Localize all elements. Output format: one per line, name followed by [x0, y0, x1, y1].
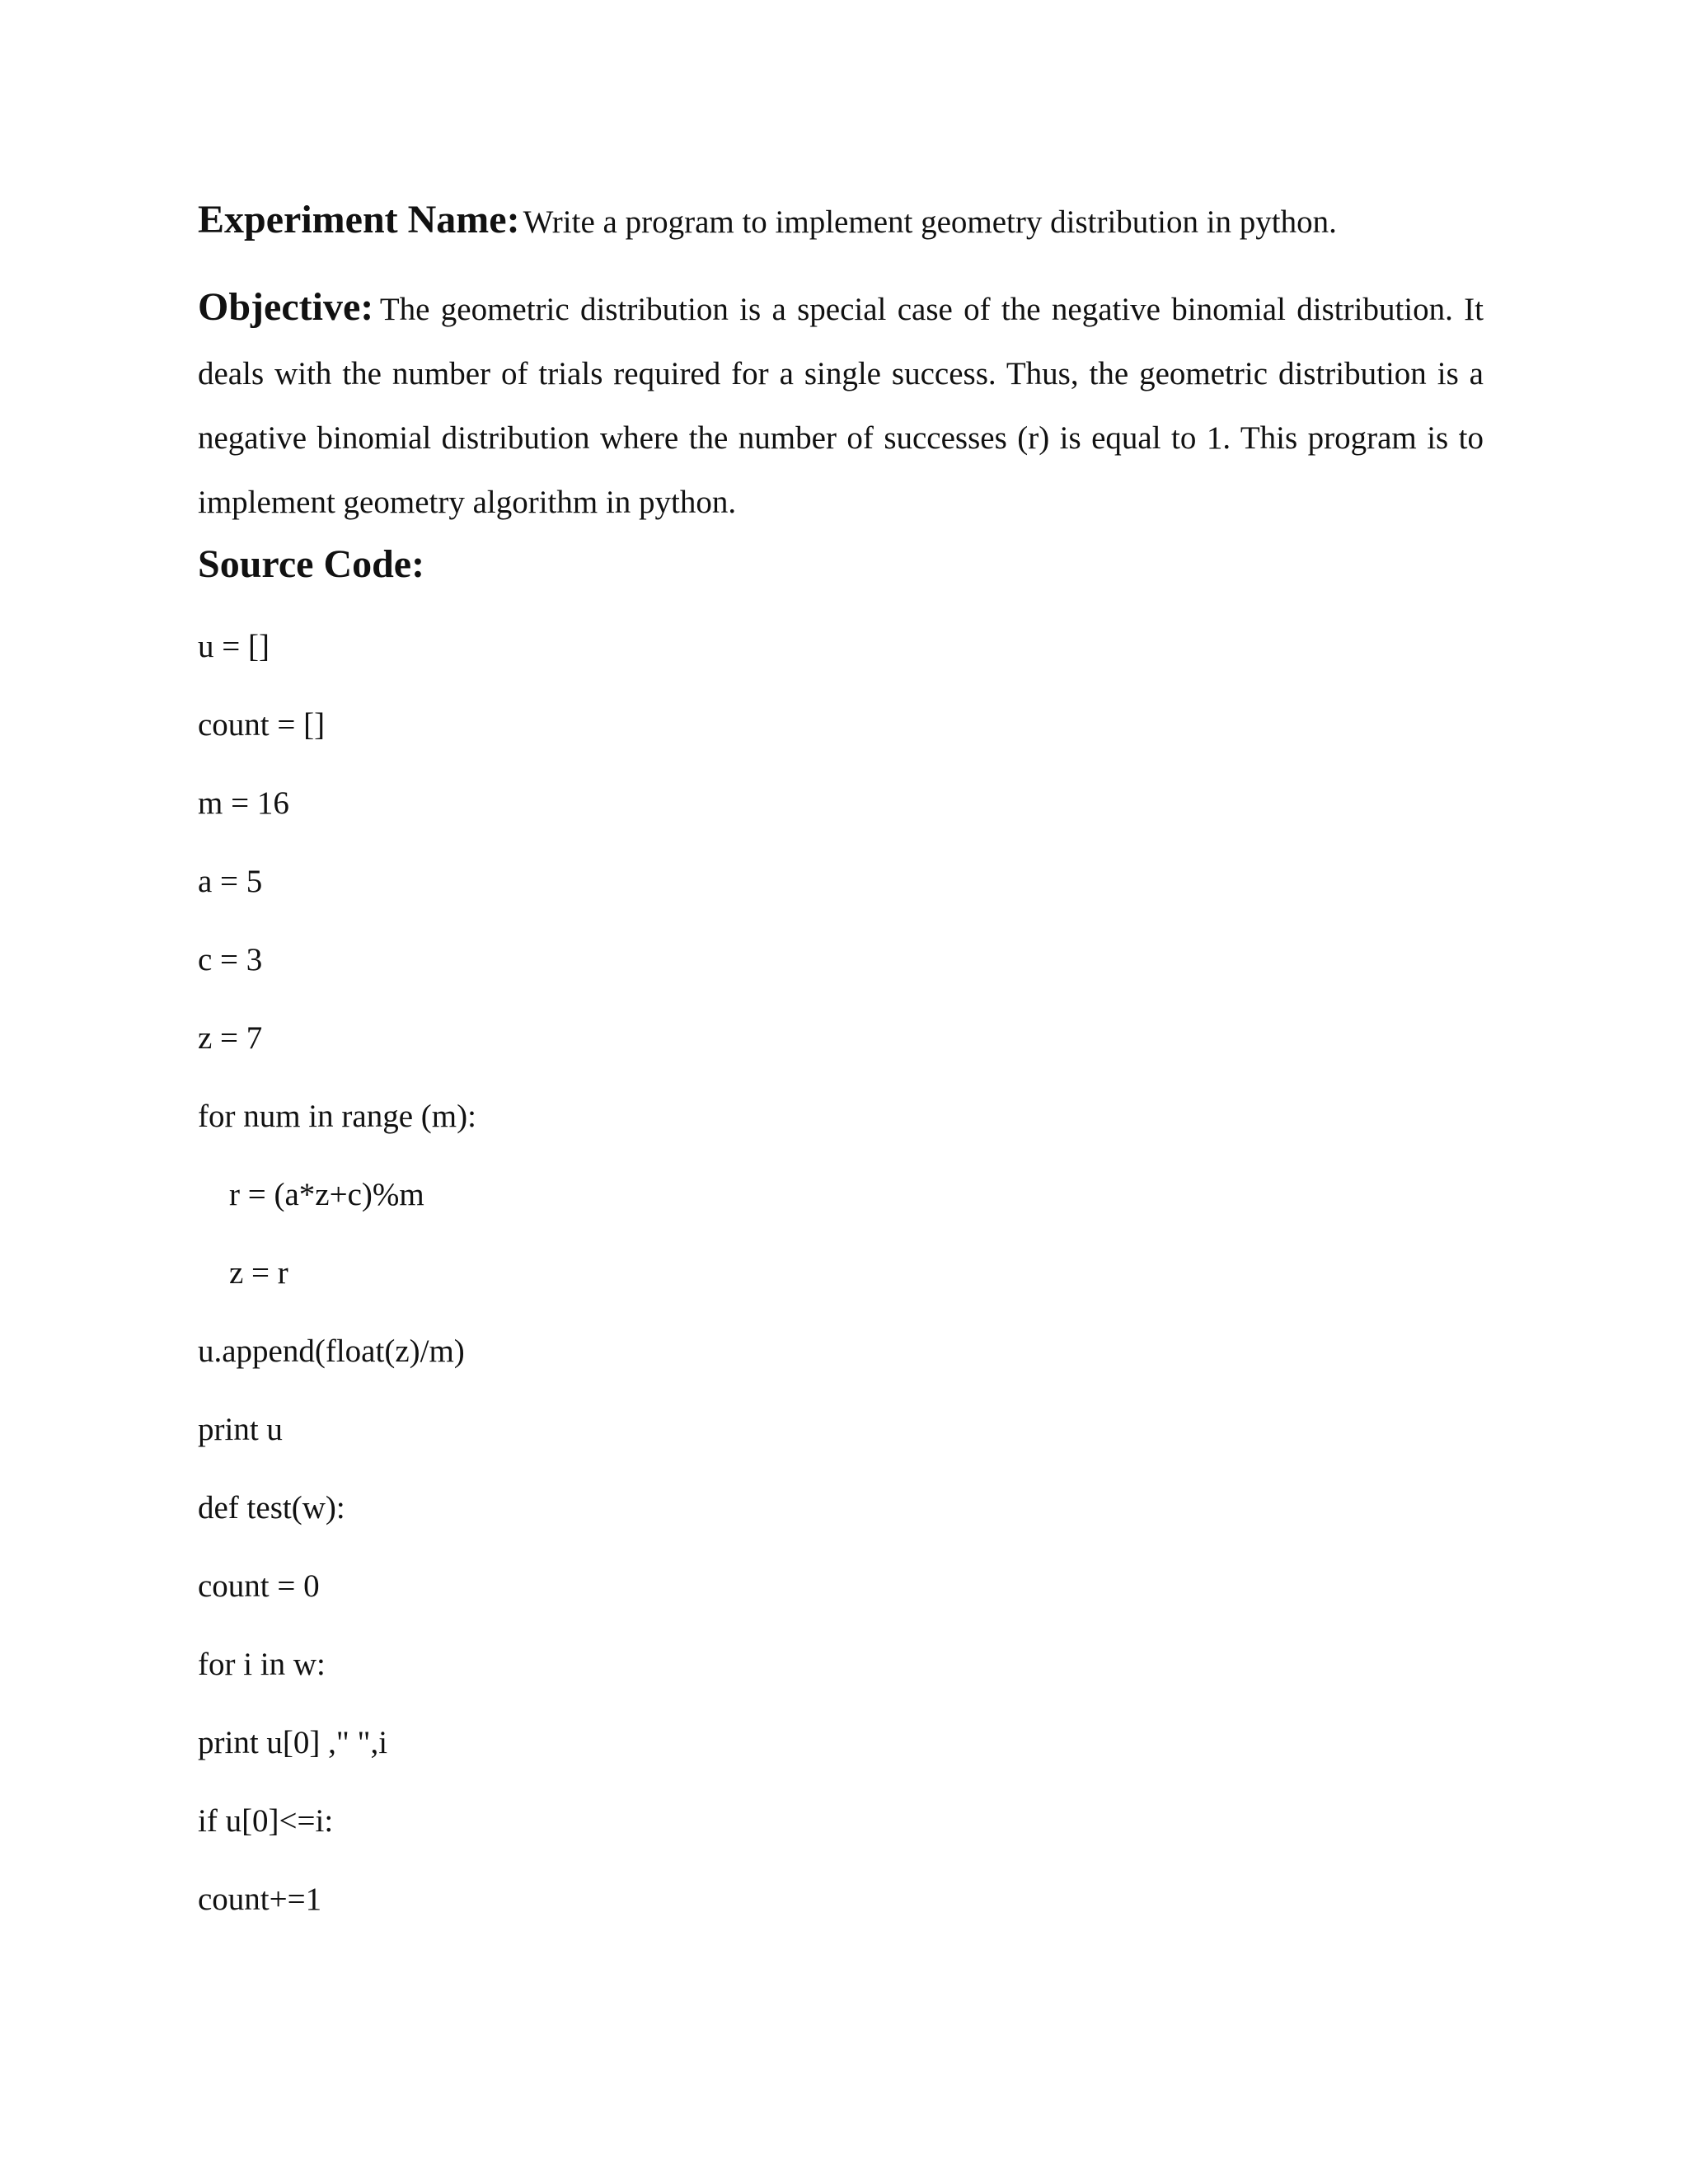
experiment-name-label: Experiment Name: — [198, 198, 520, 241]
code-line: count+=1 — [198, 1882, 322, 1917]
code-line: c = 3 — [198, 942, 263, 977]
code-line: for num in range (m): — [198, 1099, 476, 1134]
code-line: count = 0 — [198, 1568, 320, 1604]
experiment-name-text: Write a program to implement geometry distribution in python. — [523, 204, 1337, 240]
code-line: print u[0] ," ",i — [198, 1725, 388, 1760]
code-line: u = [] — [198, 629, 270, 664]
code-line: a = 5 — [198, 864, 263, 899]
objective-label: Objective: — [198, 285, 374, 329]
code-line: count = [] — [198, 707, 326, 743]
code-line: for i in w: — [198, 1647, 326, 1682]
code-line: if u[0]<=i: — [198, 1803, 334, 1839]
experiment-name-line — [198, 191, 1484, 258]
objective-text: The geometric distribution is a special case of the negative binomial distribution. It deals with the number of trials required for a single success. Thus, the geometric distribution is a negative binomial distribution where the number of successes (r) is equal to 1. This program is to implement geometry algorithm in python. — [198, 292, 1484, 520]
code-line: r = (a*z+c)%m — [229, 1177, 424, 1212]
code-line: z = 7 — [198, 1020, 263, 1056]
code-line: m = 16 — [198, 785, 289, 821]
code-line: def test(w): — [198, 1490, 345, 1526]
objective-paragraph — [198, 279, 1484, 538]
source-code-heading: Source Code: — [198, 542, 425, 586]
code-line: u.append(float(z)/m) — [198, 1333, 465, 1369]
code-line: z = r — [229, 1255, 288, 1291]
code-line: print u — [198, 1412, 283, 1447]
